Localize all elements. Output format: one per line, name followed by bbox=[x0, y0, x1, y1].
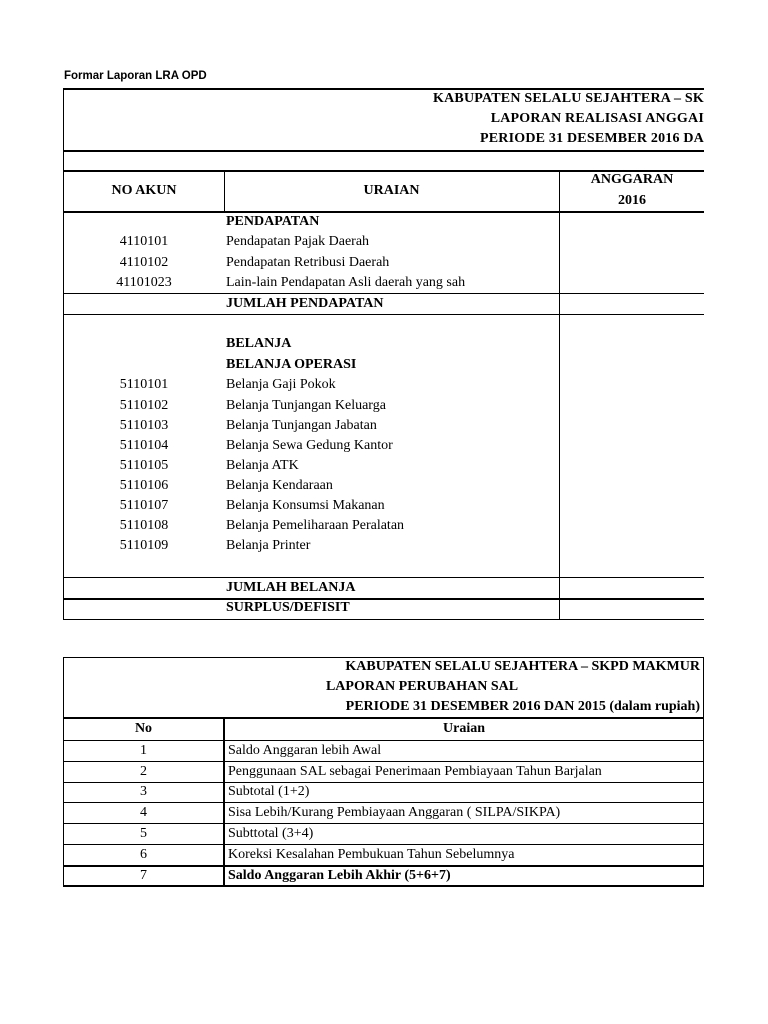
sal-row-no: 2 bbox=[140, 764, 147, 779]
sal-row-uraian: Saldo Anggaran lebih Awal bbox=[228, 743, 382, 758]
belanja-akun: 5110102 bbox=[119, 398, 169, 413]
sal-col-no: No bbox=[134, 721, 153, 736]
pendapatan-akun: 4110101 bbox=[119, 234, 169, 249]
surplus-defisit-label: SURPLUS/DEFISIT bbox=[226, 600, 350, 615]
jumlah-belanja-label: JUMLAH BELANJA bbox=[226, 580, 356, 595]
sal-col-uraian: Uraian bbox=[443, 721, 485, 736]
belanja-akun: 5110105 bbox=[119, 458, 169, 473]
belanja-akun: 5110109 bbox=[119, 538, 169, 553]
sal-row-uraian: Sisa Lebih/Kurang Pembiayaan Anggaran ( SILPA/SIKPA) bbox=[228, 805, 561, 820]
lra-header-line-1: KABUPATEN SELALU SEJAHTERA – SK bbox=[433, 91, 704, 106]
pendapatan-akun: 41101023 bbox=[116, 275, 172, 290]
sal-row-no: 1 bbox=[140, 743, 147, 758]
col-anggaran-label: ANGGARAN bbox=[590, 172, 674, 187]
belanja-uraian: Belanja Printer bbox=[226, 538, 311, 553]
sal-row-no: 4 bbox=[140, 805, 147, 820]
sal-header-line-3: PERIODE 31 DESEMBER 2016 DAN 2015 (dalam rupiah) bbox=[345, 699, 700, 714]
sal-row-uraian: Penggunaan SAL sebagai Penerimaan Pembiayaan Tahun Barjalan bbox=[228, 764, 602, 779]
lra-header-line-2: LAPORAN REALISASI ANGGAI bbox=[490, 111, 704, 126]
belanja-akun: 5110108 bbox=[119, 518, 169, 533]
col-no-akun: NO AKUN bbox=[111, 183, 177, 198]
sal-row-uraian: Subttotal (3+4) bbox=[228, 826, 314, 841]
pendapatan-akun: 4110102 bbox=[119, 255, 169, 270]
sal-row-no: 5 bbox=[140, 826, 147, 841]
belanja-akun: 5110103 bbox=[119, 418, 169, 433]
pendapatan-uraian: Pendapatan Pajak Daerah bbox=[226, 234, 370, 249]
belanja-uraian: Belanja ATK bbox=[226, 458, 299, 473]
belanja-akun: 5110101 bbox=[119, 377, 169, 392]
belanja-heading: BELANJA bbox=[226, 336, 292, 351]
sal-row-no: 3 bbox=[140, 784, 147, 799]
pendapatan-uraian: Pendapatan Retribusi Daerah bbox=[226, 255, 390, 270]
lra-header bbox=[64, 90, 704, 150]
pendapatan-heading: PENDAPATAN bbox=[226, 214, 320, 229]
sal-header-line-1: KABUPATEN SELALU SEJAHTERA – SKPD MAKMUR bbox=[345, 659, 700, 674]
sal-row-no: 6 bbox=[140, 847, 147, 862]
jumlah-pendapatan-label: JUMLAH PENDAPATAN bbox=[226, 296, 384, 311]
belanja-uraian: Belanja Sewa Gedung Kantor bbox=[226, 438, 393, 453]
pendapatan-uraian: Lain-lain Pendapatan Asli daerah yang sah bbox=[226, 275, 466, 290]
belanja-akun: 5110104 bbox=[119, 438, 169, 453]
belanja-uraian: Belanja Kendaraan bbox=[226, 478, 333, 493]
belanja-uraian: Belanja Gaji Pokok bbox=[226, 377, 336, 392]
belanja-uraian: Belanja Tunjangan Jabatan bbox=[226, 418, 377, 433]
col-anggaran-year: 2016 bbox=[618, 193, 646, 208]
sal-row-uraian: Saldo Anggaran Lebih Akhir (5+6+7) bbox=[228, 868, 451, 883]
sal-row-uraian: Koreksi Kesalahan Pembukuan Tahun Sebelumnya bbox=[228, 847, 515, 862]
belanja-akun: 5110107 bbox=[119, 498, 169, 513]
sal-row-no: 7 bbox=[140, 868, 147, 883]
belanja-uraian: Belanja Tunjangan Keluarga bbox=[226, 398, 386, 413]
belanja-uraian: Belanja Konsumsi Makanan bbox=[226, 498, 385, 513]
lra-header-line-3: PERIODE 31 DESEMBER 2016 DA bbox=[480, 131, 704, 146]
document-title: Formar Laporan LRA OPD bbox=[64, 70, 207, 82]
col-uraian: URAIAN bbox=[363, 183, 420, 198]
belanja-uraian: Belanja Pemeliharaan Peralatan bbox=[226, 518, 405, 533]
belanja-operasi-heading: BELANJA OPERASI bbox=[226, 357, 357, 372]
sal-header-line-2: LAPORAN PERUBAHAN SAL bbox=[325, 679, 519, 694]
belanja-akun: 5110106 bbox=[119, 478, 169, 493]
sal-row-uraian: Subtotal (1+2) bbox=[228, 784, 310, 799]
